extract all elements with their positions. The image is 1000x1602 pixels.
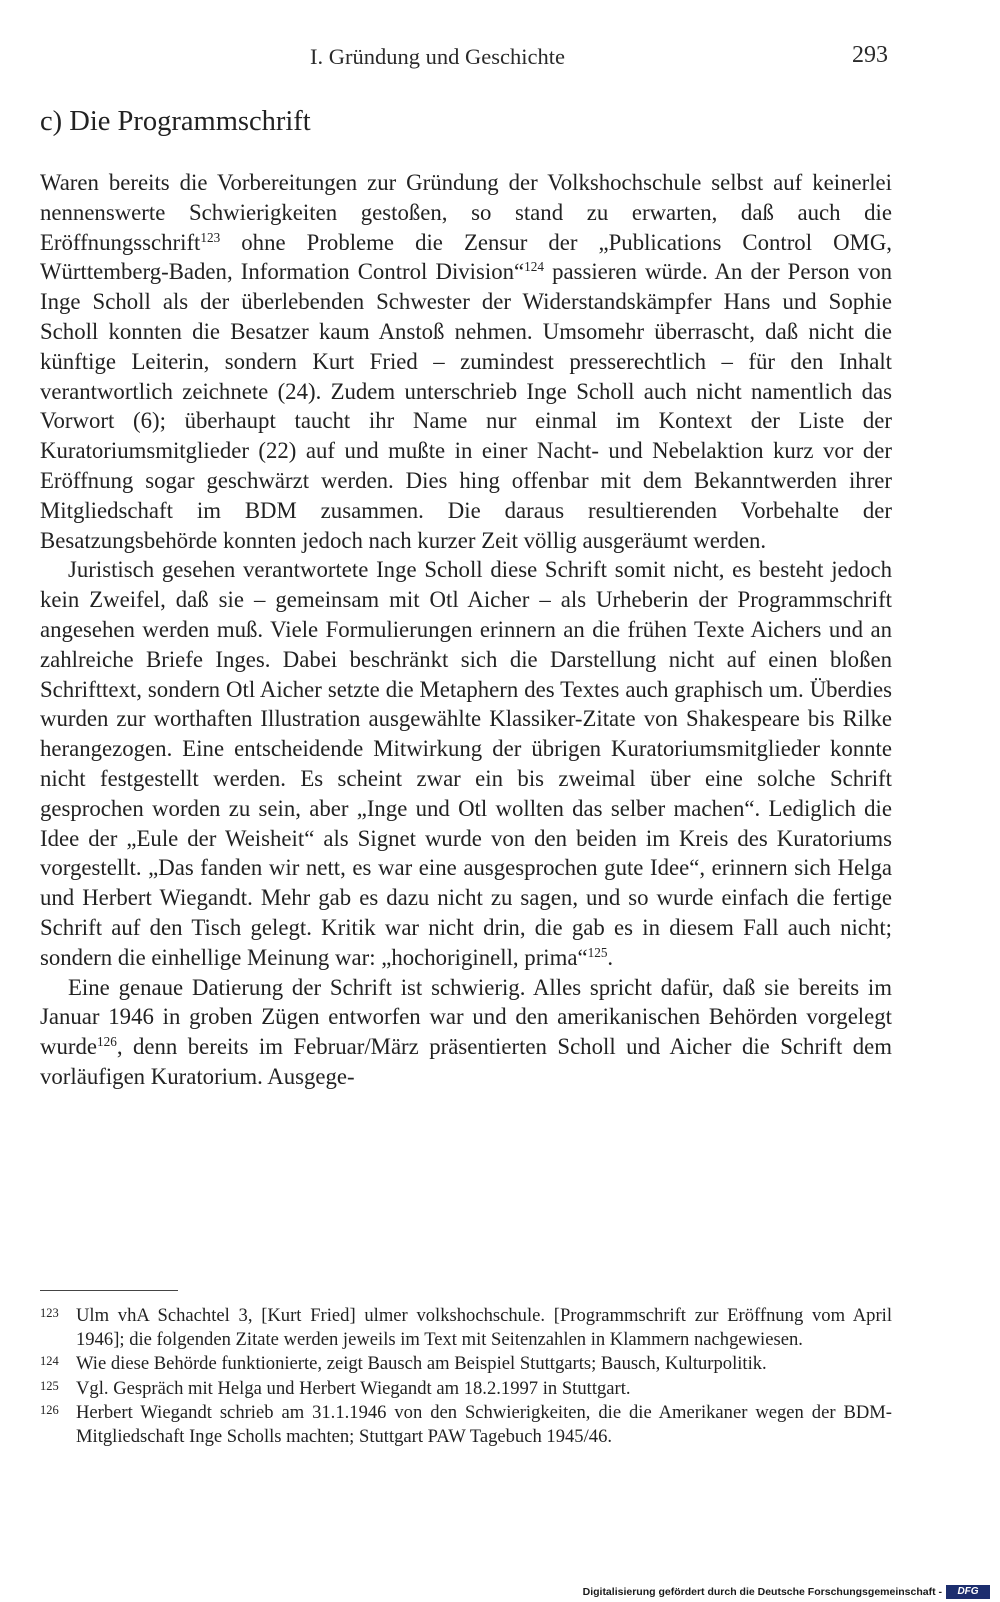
paragraph-1 (40, 168, 892, 555)
footnote-divider (40, 1290, 178, 1291)
footnote-124 (40, 1352, 892, 1376)
footnote-ref-123[interactable]: 123 (200, 229, 221, 245)
paragraph-text: Juristisch gesehen verantwortete Inge Scholl diese Schrift somit nicht, es besteht jedoch kein Zweifel, daß sie – gemeinsam mit Otl Aicher – als Urheberin der Programmschrift angesehen werden muß. Viele Formulierungen erinnern an die frühen Texte Aichers und an zahlreiche Briefe Inges. Dabei beschränkt sich die Darstellung nicht auf einen bloßen Schrifttext, sondern Otl Aicher setzte die Metaphern des Textes auch graphisch um. Überdies wurden zur worthaften Illustration ausgewählte Klassiker-Zitate von Shakespeare bis Rilke herangezogen. Eine entscheidende Mitwirkung der übrigen Kuratoriumsmitglieder konnte nicht festgestellt werden. Es scheint zwar ein bis zweimal über eine solche Schrift gesprochen worden zu sein, aber „Inge und Otl wollten das selber machen“. Lediglich die Idee der „Eule der Weisheit“ als Signet wurde von den beiden im Kreis des Kuratoriums vorgestellt. „Das fanden wir nett, es war eine ausgesprochen gute Idee“, erinnern sich Helga und Herbert Wiegandt. Mehr gab es dazu nicht zu sagen, und so wurde einfach die fertige Schrift auf den Tisch gelegt. Kritik war nicht drin, die gab es in diesem Fall auch nicht; sondern die einhellige Meinung war: „hochoriginell, prima“ (40, 557, 892, 970)
running-head-title: I. Gründung und Geschichte (310, 44, 565, 69)
paragraph-text: passieren würde. An der Person von Inge Scholl als der überlebenden Schwester der Widerstandskämpfer Hans und Sophie Scholl konnten die Besatzer kaum Anstoß nehmen. Umsomehr überrascht, daß nicht die künftige Leiterin, sondern Kurt Fried – zumindest presserechtlich – für den Inhalt verantwortlich zeichnete (24). Zudem unterschrieb Inge Scholl auch nicht namentlich das Vorwort (6); überhaupt taucht ihr Name nur einmal im Kontext der Liste der Kuratoriumsmitglieder (22) auf und mußte in einer Nacht- und Nebelaktion kurz vor der Eröffnung sogar geschwärzt werden. Dies hing offenbar mit dem Bekanntwerden ihrer Mitgliedschaft im BDM zusammen. Die daraus resultierenden Vorbehalte der Besatzungsbehörde konnten jedoch nach kurzer Zeit völlig ausgeräumt werden. (40, 259, 892, 553)
section-heading: c) Die Programmschrift (40, 106, 311, 137)
footnote-number: 124 (40, 1354, 59, 1369)
footnote-number: 123 (40, 1306, 59, 1320)
body-text (40, 168, 892, 1092)
footnote-number: 126 (40, 1402, 59, 1417)
footnote-text: Vgl. Gespräch mit Helga und Herbert Wiegandt am 18.2.1997 in Stuttgart. (76, 1377, 631, 1399)
footnote-ref-125[interactable]: 125 (587, 944, 608, 960)
footnote-ref-126[interactable]: 126 (96, 1033, 117, 1049)
paragraph-text: Waren bereits die Vorbereitungen zur Gründung der Volkshochschule selbst auf keinerlei nennenswerte Schwierigkeiten gestoßen, so stand zu erwarten, daß auch die Eröffnungsschrift (40, 170, 892, 255)
footnote-123 (40, 1304, 892, 1352)
footnote-ref-124[interactable]: 124 (524, 259, 544, 275)
digitization-credit: Digitalisierung gefördert durch die Deutsche Forschungsgemeinschaft - (582, 1586, 942, 1598)
footnote-text: Herbert Wiegandt schrieb am 31.1.1946 von den Schwierigkeiten, die die Amerikaner wegen der BDM-Mitgliedschaft Inge Scholls machten; Stuttgart PAW Tagebuch 1945/46. (76, 1401, 892, 1448)
dfg-logo: DFG (946, 1585, 990, 1599)
paragraph-text: Eine genaue Datierung der Schrift ist schwierig. Alles spricht dafür, daß sie bereits im Januar 1946 in groben Zügen entworfen war und den amerikanischen Behörden vorgelegt wurde (40, 974, 892, 1060)
page-number: 293 (852, 42, 888, 68)
paragraph-3 (40, 973, 892, 1092)
paragraph-text: ohne Probleme die Zensur der „Publications Control OMG, Württemberg-Baden, Information Control Division“ (40, 229, 892, 285)
paragraph-text: . (607, 944, 614, 970)
footnote-126 (40, 1401, 892, 1449)
paragraph-text: , denn bereits im Februar/März präsentierten Scholl und Aicher die Schrift dem vorläufigen Kuratorium. Ausgege- (40, 1034, 892, 1089)
footnote-number: 125 (40, 1378, 59, 1393)
footnote-text: Wie diese Behörde funktionierte, zeigt Bausch am Beispiel Stuttgarts; Bausch, Kulturpolitik. (76, 1353, 767, 1375)
paragraph-2 (40, 555, 892, 972)
footnote-125 (40, 1377, 892, 1401)
footnotes (40, 1304, 892, 1449)
footnote-text: Ulm vhA Schachtel 3, [Kurt Fried] ulmer volkshochschule. [Programmschrift zur Eröffnung vom April 1946]; die folgenden Zitate werden jeweils im Text mit Seitenzahlen in Klammern nachgewiesen. (76, 1305, 892, 1351)
